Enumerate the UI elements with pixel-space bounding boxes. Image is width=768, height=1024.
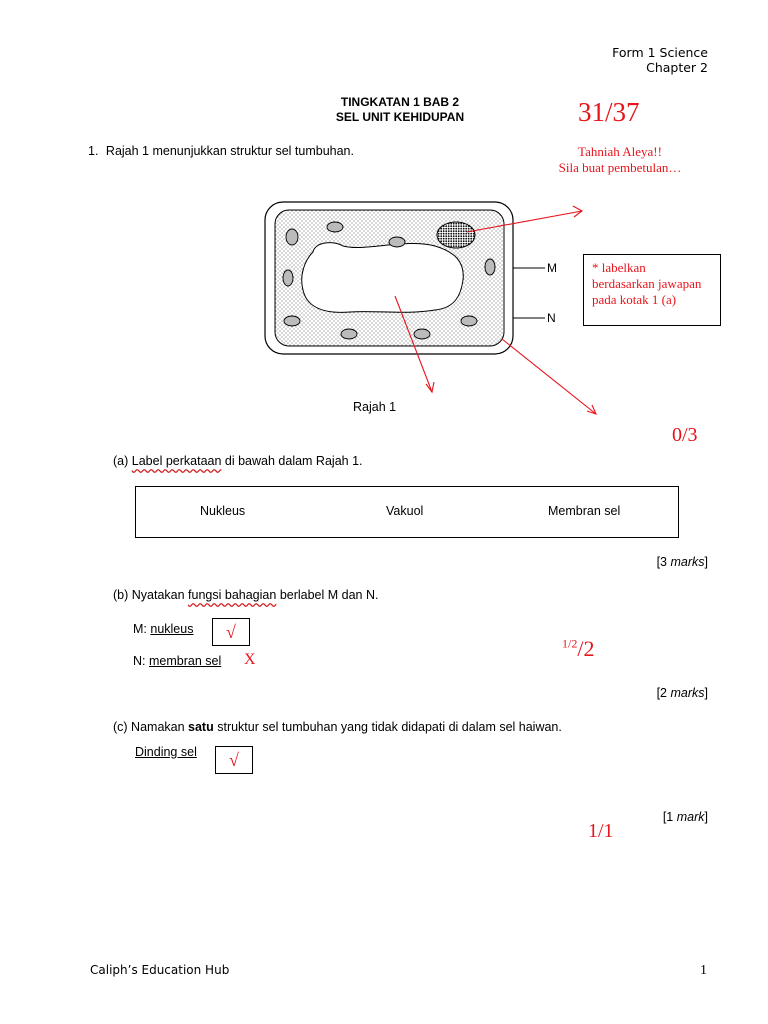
page-title — [300, 95, 500, 125]
note-line2: berdasarkan jawapan — [592, 276, 702, 291]
marks-close: ] — [704, 810, 708, 824]
part-a-rest: di bawah dalam Rajah 1. — [224, 454, 363, 468]
marks-word: marks — [670, 555, 705, 569]
title-line1: TINGKATAN 1 BAB 2 — [340, 95, 460, 109]
part-c-rest: struktur sel tumbuhan yang tidak didapati di dalam sel haiwan. — [217, 720, 562, 734]
part-b-question — [113, 588, 378, 602]
part-a-marks — [657, 555, 708, 569]
word-options-box — [135, 486, 679, 538]
note-line1: * labelkan — [592, 260, 646, 275]
comment-line1: Tahniah Aleya!! — [578, 144, 662, 159]
part-a-question — [113, 454, 363, 468]
m-tick-box — [212, 618, 250, 646]
part-c-prefix: (c) Namakan — [113, 720, 185, 734]
total-score: 31/37 — [578, 97, 640, 127]
teacher-comment — [545, 144, 695, 176]
plant-cell-diagram — [255, 190, 615, 430]
header-course-line1: Form 1 Science — [612, 45, 708, 60]
m-tick: √ — [226, 621, 236, 642]
question-number: 1. — [88, 144, 99, 158]
comment-line2: Sila buat pembetulan… — [558, 160, 682, 175]
marks-open: [1 — [662, 810, 674, 824]
header-course-line2: Chapter 2 — [646, 60, 708, 75]
part-b-prefix: (b) Nyatakan — [113, 588, 185, 602]
part-b-answer-n — [133, 654, 221, 668]
label-n: N — [547, 311, 556, 325]
note-line3: pada kotak 1 (a) — [592, 292, 677, 307]
footer-left: Caliph’s Education Hub — [90, 963, 230, 977]
part-a-underlined: Label perkataan — [131, 454, 222, 468]
part-b-score-sup: 1/2 — [562, 636, 578, 651]
part-b-score-rest: /2 — [577, 636, 595, 661]
page-number: 1 — [700, 963, 707, 978]
part-a-prefix: (a) — [113, 454, 129, 468]
n-answer: membran sel — [148, 654, 222, 668]
marks-close: ] — [704, 686, 708, 700]
marks-open: [2 — [656, 686, 667, 700]
part-b-answer-m — [133, 622, 193, 636]
option-vakuol: Vakuol — [386, 504, 424, 518]
part-b-rest: berlabel M dan N. — [279, 588, 379, 602]
part-c-score: 1/1 — [588, 820, 614, 842]
c-tick-box — [215, 746, 253, 774]
marks-word: mark — [676, 810, 705, 824]
header-course — [612, 45, 708, 75]
n-cross: X — [244, 651, 256, 668]
c-tick: √ — [229, 749, 239, 770]
n-label: N: — [133, 654, 146, 668]
marks-close: ] — [704, 555, 708, 569]
part-b-marks — [657, 686, 708, 700]
part-c-answer: Dinding sel — [135, 745, 197, 759]
option-membran-sel: Membran sel — [548, 504, 621, 518]
part-c-marks — [663, 810, 708, 824]
title-line2: SEL UNIT KEHIDUPAN — [335, 110, 465, 124]
part-c-bold: satu — [188, 720, 214, 734]
nucleus — [437, 222, 475, 248]
part-b-underlined: fungsi bahagian — [188, 588, 277, 602]
part-a-score: 0/3 — [672, 424, 698, 446]
m-answer: nukleus — [150, 622, 194, 636]
marks-open: [3 — [656, 555, 667, 569]
part-c-question — [113, 720, 562, 734]
option-nukleus: Nukleus — [200, 504, 246, 518]
label-m: M — [547, 261, 557, 275]
question-prompt: Rajah 1 menunjukkan struktur sel tumbuhan. — [105, 144, 354, 158]
part-b-score — [562, 636, 594, 662]
question-1-text — [88, 144, 354, 158]
vacuole — [302, 243, 464, 313]
marks-word: marks — [670, 686, 705, 700]
m-label: M: — [133, 622, 147, 636]
correction-note — [583, 254, 721, 326]
diagram-caption: Rajah 1 — [353, 400, 397, 414]
